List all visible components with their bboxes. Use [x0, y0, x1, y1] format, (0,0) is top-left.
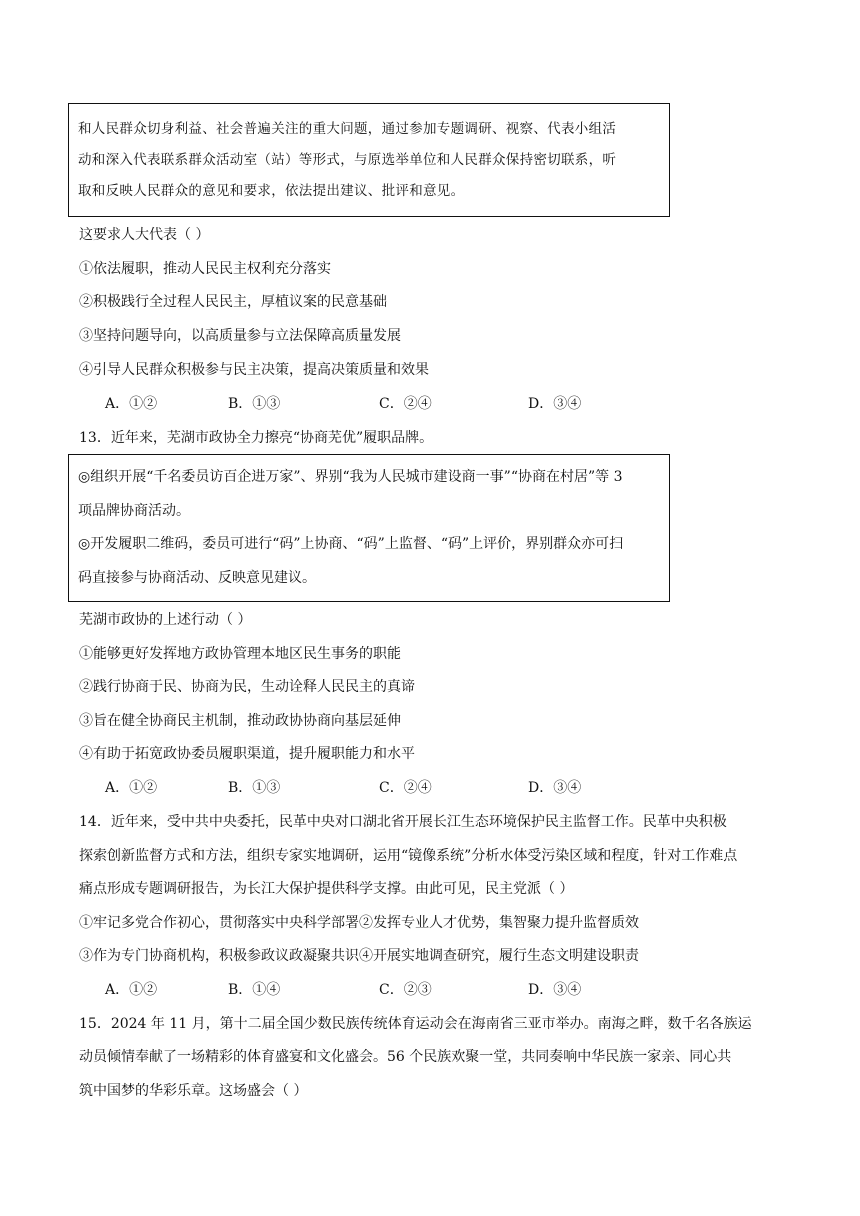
q12-item-1: ①依法履职，推动人民民主权利充分落实 — [79, 261, 331, 277]
q15-line-3: 筑中国梦的华彩乐章。这场盛会（ ） — [79, 1083, 308, 1099]
q14-option-c: C．②③ — [379, 982, 432, 998]
box-line: 码直接参与协商活动、反映意见建议。 — [78, 569, 316, 586]
q14-line-5: ③作为专门协商机构，积极参政议政凝聚共识④开展实地调查研究，履行生态文明建设职责 — [79, 948, 639, 964]
q12-item-2: ②积极践行全过程人民民主，厚植议案的民意基础 — [79, 294, 387, 310]
q12-option-a: A．①② — [105, 396, 158, 412]
q13-item-2: ②践行协商于民、协商为民，生动诠释人民民主的真谛 — [79, 679, 415, 695]
q13-item-4: ④有助于拓宽政协委员履职渠道，提升履职能力和水平 — [79, 746, 415, 762]
q12-option-c: C．②④ — [379, 396, 432, 412]
box-line: 和人民群众切身利益、社会普遍关注的重大问题，通过参加专题调研、视察、代表小组活 — [78, 121, 617, 137]
q12-option-b: B．①③ — [228, 396, 281, 412]
q13-item-3: ③旨在健全协商民主机制，推动政协协商向基层延伸 — [79, 713, 401, 729]
q13-option-c: C．②④ — [379, 780, 432, 796]
q12-item-3: ③坚持问题导向，以高质量参与立法保障高质量发展 — [79, 328, 401, 344]
q13-option-d: D．③④ — [528, 780, 582, 796]
q15-line-1: 15．2024 年 11 月，第十二届全国少数民族传统体育运动会在海南省三亚市举办。南海之畔，数千名各族运 — [79, 1016, 752, 1032]
q13-option-b: B．①③ — [228, 780, 281, 796]
q12-option-d: D．③④ — [528, 396, 582, 412]
q14-option-d: D．③④ — [528, 982, 582, 998]
q13-item-1: ①能够更好发挥地方政协管理本地区民生事务的职能 — [79, 646, 401, 662]
q14-line-4: ①牢记多党合作初心，贯彻落实中央科学部署②发挥专业人才优势，集智聚力提升监督质效 — [79, 915, 639, 931]
q13-stem: 芜湖市政协的上述行动（ ） — [79, 612, 252, 628]
q14-line-3: 痛点形成专题调研报告，为长江大保护提供科学支撑。由此可见，民主党派（ ） — [79, 881, 574, 897]
box-line: ◎开发履职二维码，委员可进行“码”上协商、“码”上监督、“码”上评价，界别群众亦可扫 — [78, 536, 624, 552]
box-line: ◎组织开展“千名委员访百企进万家”、界别“我为人民城市建设商一事”“协商在村居”等 3 — [78, 469, 623, 485]
q14-option-a: A．①② — [105, 982, 158, 998]
q12-material-box — [68, 103, 670, 217]
q14-line-1: 14．近年来，受中共中央委托，民革中央对口湖北省开展长江生态环境保护民主监督工作。民革中央积极 — [79, 814, 727, 830]
q13-option-a: A．①② — [105, 780, 158, 796]
q14-line-2: 探索创新监督方式和方法，组织专家实地调研，运用“镜像系统”分析水体受污染区域和程度，针对工作难点 — [79, 848, 738, 864]
q13-material-box — [68, 454, 670, 602]
q13-title: 13．近年来，芜湖市政协全力擦亮“协商芜优”履职品牌。 — [79, 430, 434, 446]
box-line: 项品牌协商活动。 — [78, 502, 190, 519]
q12-item-4: ④引导人民群众积极参与民主决策，提高决策质量和效果 — [79, 362, 429, 378]
box-line: 取和反映人民群众的意见和要求，依法提出建议、批评和意见。 — [78, 183, 465, 199]
box-line: 动和深入代表联系群众活动室（站）等形式，与原选举单位和人民群众保持密切联系，听 — [78, 152, 617, 168]
q12-stem: 这要求人大代表（ ） — [79, 227, 210, 243]
q15-line-2: 动员倾情奉献了一场精彩的体育盛宴和文化盛会。56 个民族欢聚一堂，共同奏响中华民族一家亲、同心共 — [79, 1049, 732, 1065]
q14-option-b: B．①④ — [228, 982, 281, 998]
